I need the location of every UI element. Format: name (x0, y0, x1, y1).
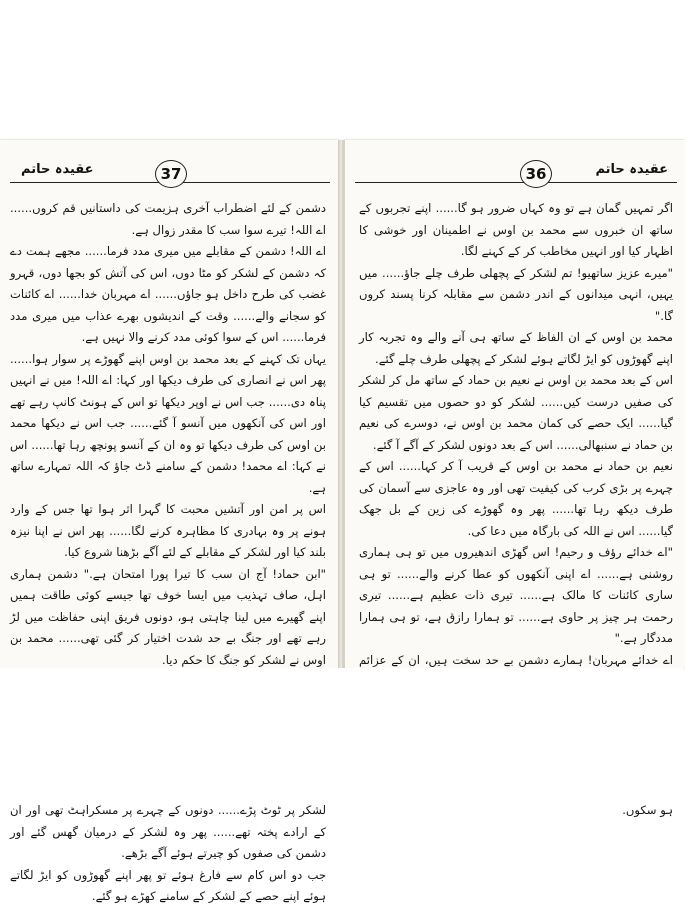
header-rule (355, 182, 677, 183)
paragraph: محمد بن اوس کے ان الفاظ کے ساتھ ہی آنے والے وہ تجربہ کار اپنے گھوڑوں کو ایڑ لگاتے ہوئے لشکر کے پچھلی طرف چلے گئے. (359, 330, 673, 366)
right-page-body (359, 198, 673, 817)
book-title: عقیدہ حاتم (18, 162, 97, 177)
left-page-body (10, 198, 326, 903)
page-number: 37 (155, 160, 187, 188)
paragraph: اے خدائے مہربان! ہمارے دشمن بے حد سخت ہیں، ان کے عزائم (359, 652, 673, 667)
paragraph: "ابن حماد! آج ان سب کا تیرا پورا امتحان ہے." دشمن ہماری اہل، صاف تہذیب میں ایسا خوف تھا جیسے کوئی طاقت ہمیں اپنے گھیرے میں لینا چاہتی ہو، دونوں فریق اپنی حفاظت میں لڑ رہے تھے اور جنگ بے حد شدت اختیار کر گئی تھی...... محمد بن اوس نے لشکر کو جنگ کا حکم دیا. (10, 566, 326, 667)
paragraph: اگر تمہیں گمان ہے تو وہ کہاں ضرور ہو گا...... اپنے تجربوں کے ساتھ ان خبروں سے محمد بن اوس نے اطمینان اور خوشی کا اظہار کیا اور انہیں مخاطب کر کے کہنے لگا. (359, 201, 673, 258)
right-page (343, 140, 685, 817)
left-page (0, 140, 340, 903)
paragraph: اس کے بعد محمد بن اوس نے نعیم بن حماد کے ساتھ مل کر لشکر کی صفیں درست کیں...... لشکر کو دو حصوں میں تقسیم کیا گیا...... ایک حصے کی کمان محمد بن اوس نے، دوسرے کی نعیم بن حماد نے سنبھالی...... اس کے بعد دونوں لشکر کے آگے آ گئے. (359, 373, 673, 452)
paragraph: لشکر پر ٹوٹ پڑے...... دونوں کے چہرے پر مسکراہٹ تھی اور ان کے ارادے پختہ تھے...... پھر وہ لشکر کے درمیان گھس گئے اور دشمن کی صفوں کو چیرتے ہوئے آگے بڑھے. (10, 803, 326, 860)
paragraph: اے اللہ! دشمن کے مقابلے میں میری مدد فرما...... مجھے ہمت دے کہ دشمن کے لشکر کو مٹا دوں، اس کی آتش کو بجھا دوں، قہرو غضب کی طرح داخل ہو جاؤں...... اے مہربان خدا...... اے کائنات کو سجانے والے...... وقت کے اندیشوں بھرے عذاب میں میری مدد فرما...... اس کے سوا کوئی مدد کرنے والا نہیں ہے. (10, 244, 326, 344)
paragraph: اس پر امن اور آتشیں محبت کا گہرا اثر ہوا تھا جس کے وارد ہونے پر وہ بہادری کا مظاہرہ کرنے لگا...... پھر اس نے اپنا نیزہ بلند کیا اور لشکر کے مقابلے کے لئے آگے بڑھنا شروع کیا. (10, 502, 326, 559)
paragraph: جب دو اس کام سے فارغ ہوئے تو پھر اپنے گھوڑوں کو ایڑ لگاتے ہوئے اپنے حصے کے لشکر کے سامنے کھڑے ہو گئے. (10, 867, 326, 903)
right-page-header (355, 158, 677, 192)
paragraph: "میرے عزیز ساتھیو! تم لشکر کے پچھلی طرف چلے جاؤ...... میں یہیں، انہی میدانوں کے اندر دشمن سے مقابلہ کرنا پسند کروں گا." (359, 265, 673, 323)
scan-background-top (0, 0, 683, 140)
paragraph: "اے خدائے رؤف و رحیم! اس گھڑی اندھیروں میں تو ہی ہماری روشنی ہے...... اے اپنی آنکھوں کو عطا کرنے والے...... تو ہی ساری کائنات کا مالک ہے...... تیری ذات عظیم ہے...... تیری رحمت ہر چیز پر حاوی ہے...... تو ہمارا رازق ہے، تو ہی ہمارا مددگار ہے." (359, 545, 673, 645)
paragraph: نعیم بن حماد نے محمد بن اوس کے قریب آ کر کہا...... اس کے چہرے پر بڑی کرب کی کیفیت تھی اور وہ عاجزی سے آسمان کی طرف دیکھ رہا تھا...... پھر وہ گھوڑے کی زین کے بل جھک گیا...... اس نے اللہ کی بارگاہ میں دعا کی. (359, 459, 673, 538)
book-title: عقیدہ حاتم (592, 162, 671, 177)
page-number: 36 (520, 160, 552, 188)
paragraph: دشمن کے لئے اضطراب آخری ہزیمت کی داستانیں قم کروں...... اے اللہ! تیرے سوا سب کا مقدر زوال ہے. (10, 201, 326, 237)
paragraph: یہاں تک کہنے کے بعد محمد بن اوس اپنے گھوڑے پر سوار ہوا...... پھر اس نے انصاری کی طرف دیکھا اور کہا: اے اللہ! میں نے انہیں پناہ دی...... جب اس نے اوپر دیکھا تو اس کے ہونٹ کانپ رہے تھے اور اس کی آنکھوں میں آنسو آ گئے...... جب اس نے دیکھا محمد بن اوس کی طرف دیکھا تو وہ ان کے آنسو پونچھ رہا تھا...... اس نے کہا: اے محمد! دشمن کے سامنے ڈٹ جاؤ کہ اللہ تمہارے ساتھ ہے. (10, 351, 326, 495)
paragraph: ہو سکوں. (622, 803, 673, 817)
scan-background-bottom (0, 668, 683, 800)
left-page-header (10, 158, 330, 192)
